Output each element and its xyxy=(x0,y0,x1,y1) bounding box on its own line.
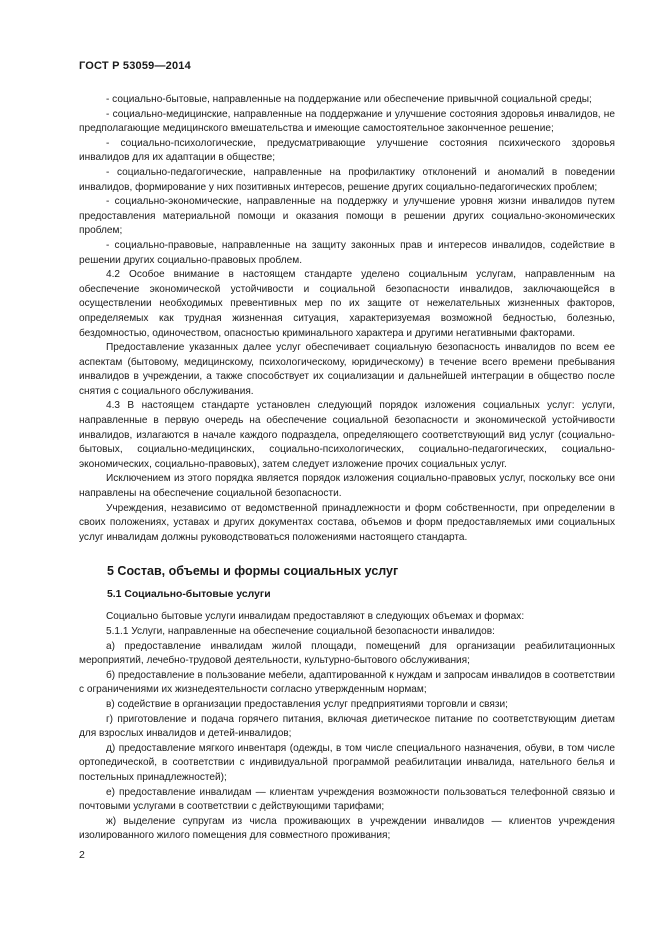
paragraph: Предоставление указанных далее услуг обеспечивает социальную безопасность инвалидов по всем ее аспектам (бытовому, медицинскому, психологическому, юридическому) в течение всего времени пребывания инвалидов в учреждении, а также способствует их социализации и дальнейшей интеграции в общество после снятия с социального обслуживания. xyxy=(79,342,615,397)
list-item: б) предоставление в пользование мебели, адаптированной к нуждам и запросам инвалидов в соответствии с ограничениями их жизнедеятельности согласно утвержденным нормам; xyxy=(79,669,615,696)
subsection-5-1-heading: 5.1 Социально-бытовые услуги xyxy=(107,589,271,601)
paragraph-4-3: 4.3 В настоящем стандарте установлен следующий порядок изложения социальных услуг: услуги, направленные в первую очередь на обеспечение социальной безопасности и экономической устойчивости инвалидов, излагаются в начале каждого подраздела, определяющего соответствующий вид услуг (социально-бытовых, социально-медицинских, социально-психологических, социально-педагогических, социально-экономических, социально-правовых), затем следует изложение прочих социальных услуг. xyxy=(79,400,615,470)
list-item: - социально-педагогические, направленные на профилактику отклонений и аномалий в поведении инвалидов, формирование у них позитивных интересов, решение других социально-педагогических проблем; xyxy=(79,166,615,193)
list-item: в) содействие в организации предоставления услуг предприятиями торговли и связи; xyxy=(106,698,508,710)
paragraph: Социально бытовые услуги инвалидам предоставляют в следующих объемах и формах: xyxy=(106,611,525,623)
list-item: г) приготовление и подача горячего питания, включая диетическое питание по соответствующим диетам для взрослых инвалидов и детей-инвалидов; xyxy=(79,713,615,740)
paragraph-4-2: 4.2 Особое внимание в настоящем стандарте уделено социальным услугам, направленным на обеспечение экономической устойчивости и социальной безопасности инвалидов, заключающейся в осуществлении необходимых превентивных мер по их защите от нежелательных жизненных факторов, определяемых как трудная жизненная ситуация, характеризуемая возможной бедностью, болезнью, бездомностью, одиночеством, опасностью криминального характера и другими негативными факторами. xyxy=(79,269,615,339)
paragraph: Учреждения, независимо от ведомственной принадлежности и форм собственности, при определении в своих положениях, уставах и других документах состава, объемов и форм предоставляемых ими социальных услуг инвалидам должны руководствоваться положениями настоящего стандарта. xyxy=(79,502,615,543)
list-item: ж) выделение супругам из числа проживающих в учреждении инвалидов — клиентов учреждения изолированного жилого помещения для совместного проживания; xyxy=(79,815,615,842)
list-item: - социально-психологические, предусматривающие улучшение состояния психического здоровья инвалидов для их адаптации в обществе; xyxy=(79,137,615,164)
paragraph: Исключением из этого порядка является порядок изложения социально-правовых услуг, поскольку все они направлены на обеспечение социальной безопасности. xyxy=(79,473,615,500)
page-number: 2 xyxy=(79,849,85,861)
list-item: - социально-медицинские, направленные на поддержание и улучшение состояния здоровья инвалидов, не предполагающие медицинского вмешательства и имеющие самостоятельное законченное решение; xyxy=(79,108,615,135)
section-5-heading: 5 Состав, объемы и формы социальных услуг xyxy=(107,564,399,579)
list-item: д) предоставление мягкого инвентаря (одежды, в том числе специального назначения, обуви, в том числе ортопедической, в соответствии с индивидуальной программой реабилитации инвалида, нательного белья и постельных принадлежностей); xyxy=(79,742,615,783)
list-item: а) предоставление инвалидам жилой площади, помещений для организации реабилитационных мероприятий, лечебно-трудовой деятельности, культурно-бытового обслуживания; xyxy=(79,640,615,667)
standard-header: ГОСТ Р 53059—2014 xyxy=(79,60,191,72)
clause-5-1-1: 5.1.1 Услуги, направленные на обеспечение социальной безопасности инвалидов: xyxy=(106,626,495,637)
list-item: - социально-бытовые, направленные на поддержание или обеспечение привычной социальной среды; xyxy=(106,94,592,105)
content xyxy=(79,93,615,844)
list-item: - социально-экономические, направленные на поддержку и улучшение уровня жизни инвалидов путем предоставления материальной помощи и оказания помощи в решении других социально-экономических проблем; xyxy=(79,196,615,237)
list-item: - социально-правовые, направленные на защиту законных прав и интересов инвалидов, содействие в решении других социально-правовых проблем. xyxy=(79,239,615,266)
list-item: е) предоставление инвалидам — клиентам учреждения возможности пользоваться телефонной связью и почтовыми услугами в соответствии с действующими тарифами; xyxy=(79,786,615,813)
